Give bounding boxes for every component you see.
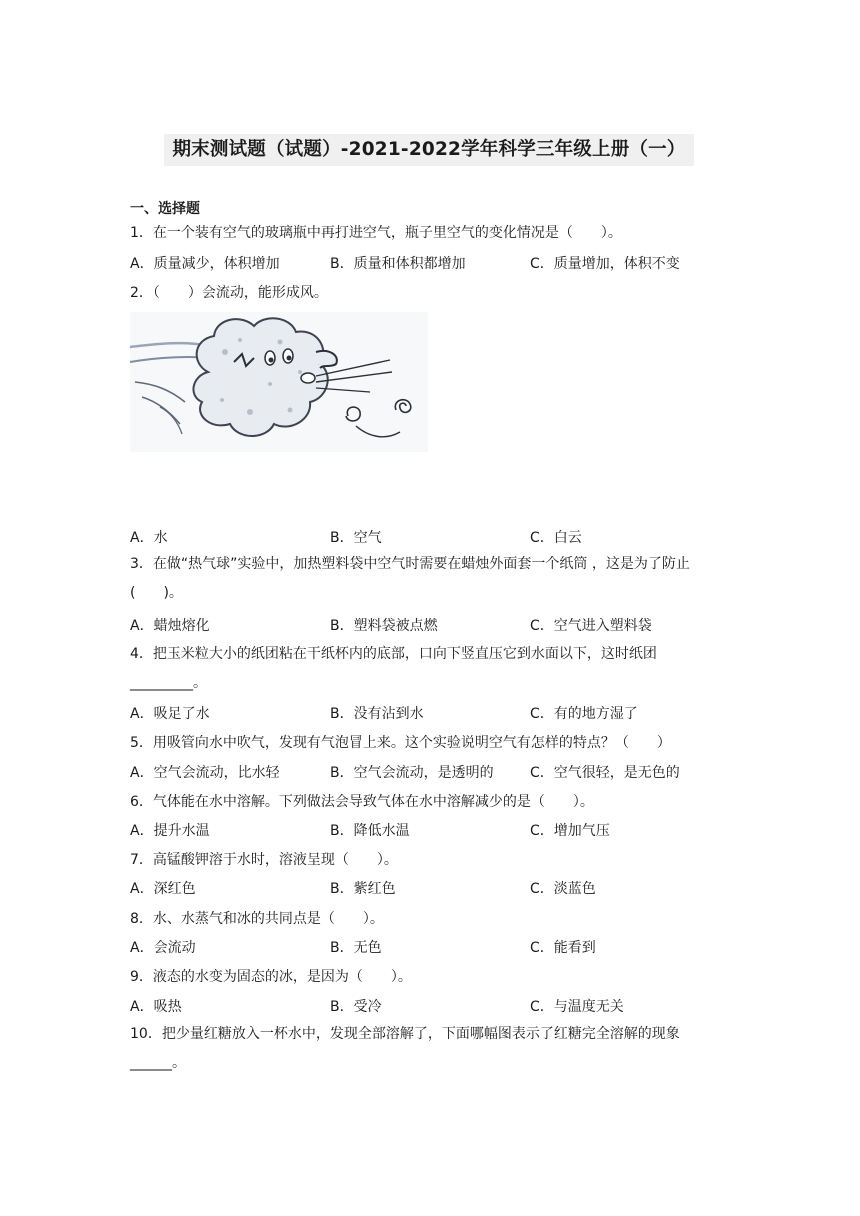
options-4	[130, 703, 750, 723]
question-1: 1．在一个装有空气的玻璃瓶中再打进空气，瓶子里空气的变化情况是（ ）。	[130, 225, 622, 241]
options-3	[130, 615, 750, 635]
question-3: 3．在做“热气球”实验中，加热塑料袋中空气时需要在蜡烛外面套一个纸筒 ，这是为了防止( )。	[130, 556, 690, 601]
question-4: 4．把玉米粒大小的纸团粘在干纸杯内的底部，口向下竖直压它到水面以下，这时纸团_________。	[130, 646, 657, 691]
question-6: 6．气体能在水中溶解。下列做法会导致气体在水中溶解减少的是（ ）。	[130, 794, 594, 810]
options-9	[130, 996, 750, 1016]
option-3b: B．塑料袋被点燃	[330, 618, 438, 634]
option-7a: A．深红色	[130, 881, 196, 897]
options-7	[130, 878, 750, 898]
wind-cloud-illustration	[130, 312, 428, 452]
option-1c: C．质量增加，体积不变	[530, 256, 680, 272]
options-5	[130, 762, 750, 782]
option-2a: A．水	[130, 530, 168, 546]
options-6	[130, 820, 750, 840]
option-7b: B．紫红色	[330, 881, 396, 897]
option-3a: A．蜡烛熔化	[130, 618, 210, 634]
section-heading: 一、选择题	[130, 201, 200, 217]
question-7: 7．高锰酸钾溶于水时，溶液呈现（ ）。	[130, 852, 398, 868]
option-4a: A．吸足了水	[130, 706, 210, 722]
option-2c: C．白云	[530, 530, 582, 546]
question-2: 2．（ ）会流动，能形成风。	[130, 285, 328, 301]
option-4b: B．没有沾到水	[330, 706, 424, 722]
option-1a: A．质量减少，体积增加	[130, 256, 280, 272]
options-1	[130, 253, 750, 273]
option-5b: B．空气会流动，是透明的	[330, 765, 494, 781]
option-7c: C．淡蓝色	[530, 881, 596, 897]
option-8a: A．会流动	[130, 940, 196, 956]
option-3c: C．空气进入塑料袋	[530, 618, 652, 634]
question-8: 8．水、水蒸气和冰的共同点是（ ）。	[130, 911, 384, 927]
option-8c: C．能看到	[530, 940, 596, 956]
option-6c: C．增加气压	[530, 823, 610, 839]
option-9c: C．与温度无关	[530, 999, 624, 1015]
options-8	[130, 937, 750, 957]
option-6b: B．降低水温	[330, 823, 410, 839]
question-10: 10．把少量红糖放入一杯水中，发现全部溶解了，下面哪幅图表示了红糖完全溶解的现象______。	[130, 1026, 680, 1071]
option-6a: A．提升水温	[130, 823, 210, 839]
option-9a: A．吸热	[130, 999, 182, 1015]
option-9b: B．受冷	[330, 999, 382, 1015]
option-5c: C．空气很轻，是无色的	[530, 765, 680, 781]
options-2	[130, 527, 750, 547]
option-8b: B．无色	[330, 940, 382, 956]
question-9: 9．液态的水变为固态的冰，是因为（ ）。	[130, 969, 412, 985]
option-1b: B．质量和体积都增加	[330, 256, 466, 272]
option-2b: B．空气	[330, 530, 382, 546]
option-4c: C．有的地方湿了	[530, 706, 638, 722]
page-title: 期末测试题（试题）-2021-2022学年科学三年级上册（一）	[164, 134, 694, 166]
option-5a: A．空气会流动，比水轻	[130, 765, 280, 781]
question-5: 5．用吸管向水中吹气，发现有气泡冒上来。这个实验说明空气有怎样的特点？（ ）	[130, 735, 671, 751]
